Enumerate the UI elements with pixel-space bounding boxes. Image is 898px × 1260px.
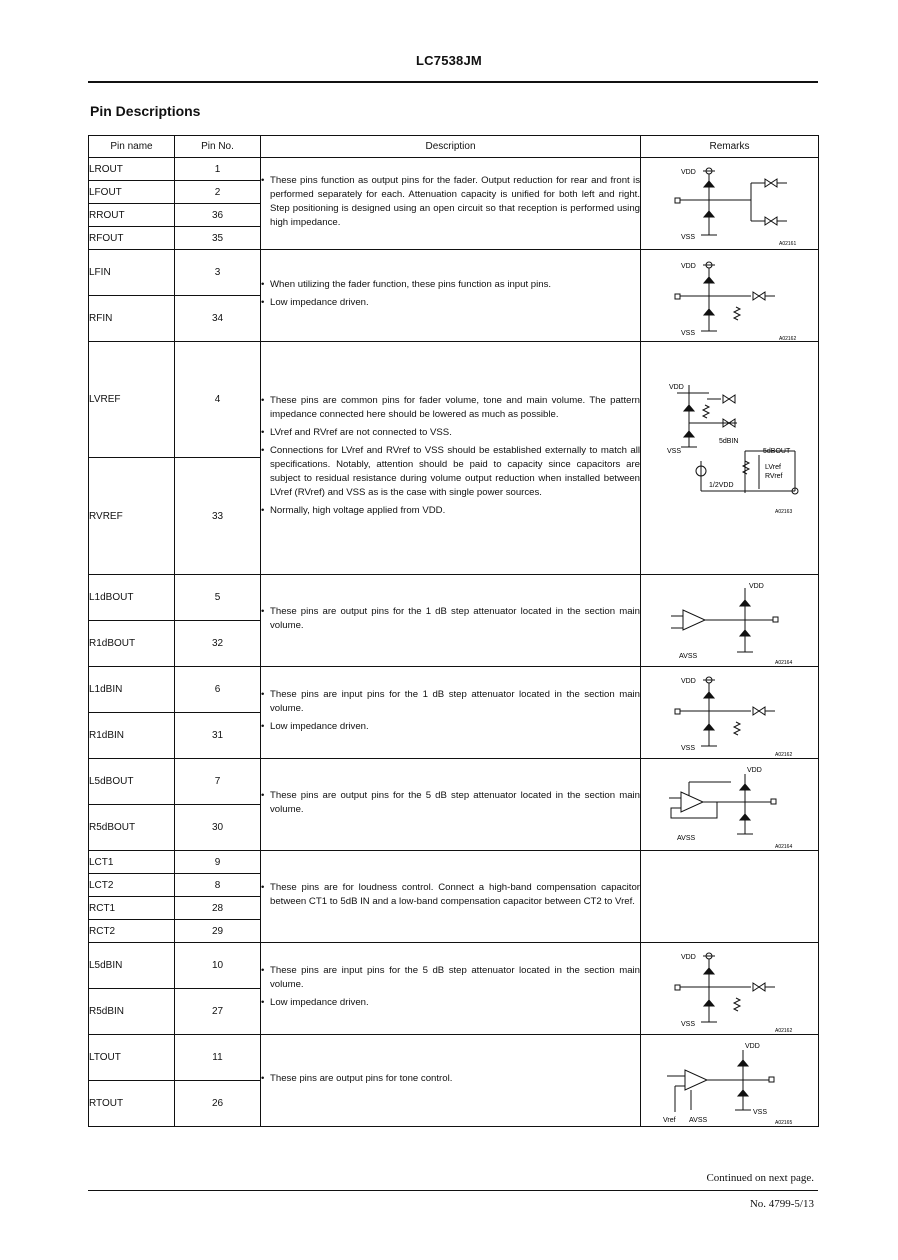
- table-header-row: [89, 136, 819, 158]
- pin-name: L5dBIN: [89, 943, 175, 989]
- pin-name: RCT1: [89, 897, 175, 920]
- equivalent-circuit-diagram: [641, 760, 817, 850]
- equivalent-circuit-diagram: [641, 159, 817, 249]
- pin-description: [261, 1035, 641, 1127]
- pin-number: 36: [175, 204, 261, 227]
- vss-label: VSS: [667, 448, 682, 455]
- pin-name: LTOUT: [89, 1035, 175, 1081]
- figure-id: A02163: [775, 509, 793, 515]
- remarks-cell: [641, 250, 819, 342]
- description-bullet: • LVref and RVref are not connected to VSS.: [261, 426, 640, 440]
- pin-name: LCT1: [89, 851, 175, 874]
- 5dbin-label: 5dBIN: [719, 438, 739, 445]
- pin-description: [261, 943, 641, 1035]
- pin-name: LCT2: [89, 874, 175, 897]
- remarks-cell: [641, 851, 819, 943]
- figure-id: A02164: [775, 843, 793, 850]
- pin-name: R5dBIN: [89, 989, 175, 1035]
- pin-number: 11: [175, 1035, 261, 1081]
- remarks-cell: [641, 342, 819, 575]
- vdd-label: VDD: [669, 384, 684, 391]
- pin-name: RCT2: [89, 920, 175, 943]
- vref-label: Vref: [663, 1116, 676, 1124]
- equivalent-circuit-diagram: [641, 668, 817, 758]
- equivalent-circuit-diagram: [641, 944, 817, 1034]
- description-bullet: • Low impedance driven.: [261, 720, 640, 734]
- description-bullet: • Connections for LVref and RVref to VSS should be established externally to match all specifications. Notably, attention should be paid to capacity since capacitors are subject to residual resistance during volume output reduction when installed between LVref (RVref) and VSS as is the case with single power sources.: [261, 444, 640, 500]
- pin-description: [261, 851, 641, 943]
- table-row: [89, 575, 819, 621]
- description-bullet: • These pins are common pins for fader volume, tone and main volume. The pattern impedance connected here should be lowered as much as possible.: [261, 394, 640, 422]
- section-title: Pin Descriptions: [90, 103, 201, 119]
- pin-number: 9: [175, 851, 261, 874]
- pin-number: 34: [175, 296, 261, 342]
- pin-name: RFIN: [89, 296, 175, 342]
- table-row: [89, 250, 819, 296]
- remarks-cell: [641, 158, 819, 250]
- pin-number: 26: [175, 1081, 261, 1127]
- pin-description: [261, 250, 641, 342]
- pin-description: [261, 158, 641, 250]
- figure-id: A02165: [775, 1119, 793, 1126]
- figure-id: A02161: [779, 240, 797, 247]
- footer-rule: [88, 1190, 818, 1191]
- vdd-label: VDD: [749, 582, 764, 590]
- description-bullet: • When utilizing the fader function, these pins function as input pins.: [261, 278, 640, 292]
- description-bullet: • These pins are output pins for the 1 dB step attenuator located in the section main volume.: [261, 605, 640, 633]
- pin-name: R1dBIN: [89, 713, 175, 759]
- remarks-cell: [641, 759, 819, 851]
- remarks-cell: [641, 1035, 819, 1127]
- pin-number: 30: [175, 805, 261, 851]
- col-header-description: Description: [261, 136, 641, 158]
- table-row: [89, 943, 819, 989]
- pin-name: LVREF: [89, 342, 175, 458]
- figure-id: A02162: [779, 335, 797, 341]
- table-row: [89, 759, 819, 805]
- pin-number: 10: [175, 943, 261, 989]
- pin-description: [261, 759, 641, 851]
- table-row: [89, 1035, 819, 1081]
- pin-name: RROUT: [89, 204, 175, 227]
- col-header-pin-name: Pin name: [89, 136, 175, 158]
- pin-number: 6: [175, 667, 261, 713]
- figure-id: A02162: [775, 1027, 793, 1034]
- pin-name: L1dBOUT: [89, 575, 175, 621]
- description-bullet: • Low impedance driven.: [261, 296, 640, 310]
- half-vdd-label: 1/2VDD: [709, 482, 734, 489]
- pin-number: 1: [175, 158, 261, 181]
- pin-description: [261, 575, 641, 667]
- vss-label: VSS: [681, 329, 696, 337]
- remarks-cell: [641, 667, 819, 759]
- pin-number: 27: [175, 989, 261, 1035]
- remarks-cell: [641, 575, 819, 667]
- avss-label: AVSS: [677, 834, 696, 842]
- vss-label: VSS: [681, 233, 696, 241]
- description-bullet: • Low impedance driven.: [261, 996, 640, 1010]
- equivalent-circuit-diagram: [641, 343, 817, 573]
- pin-name: LROUT: [89, 158, 175, 181]
- description-bullet: • These pins are for loudness control. Connect a high-band compensation capacitor between CT1 to 5dB IN and a low-band compensation capacitor between CT2 to Vref.: [261, 881, 640, 909]
- vss-label: VSS: [753, 1108, 768, 1116]
- pin-number: 7: [175, 759, 261, 805]
- col-header-pin-no: Pin No.: [175, 136, 261, 158]
- vdd-label: VDD: [681, 262, 696, 270]
- avss-label: AVSS: [679, 652, 698, 660]
- pin-number: 2: [175, 181, 261, 204]
- pin-name: L1dBIN: [89, 667, 175, 713]
- continued-note: Continued on next page.: [706, 1172, 814, 1184]
- description-bullet: • These pins are input pins for the 1 dB step attenuator located in the section main volume.: [261, 688, 640, 716]
- description-bullet: • These pins are output pins for tone control.: [261, 1072, 640, 1086]
- pin-name: RTOUT: [89, 1081, 175, 1127]
- pin-number: 32: [175, 621, 261, 667]
- pin-name: LFIN: [89, 250, 175, 296]
- lvref-label: LVref: [765, 464, 781, 471]
- description-bullet: • These pins function as output pins for the fader. Output reduction for rear and front is performed separately for each. Attenuation capacity is unified for both left and right. Step positioning is designed using an open circuit so that reception is performed using high impedance.: [261, 174, 640, 230]
- table-row: [89, 342, 819, 458]
- vdd-label: VDD: [747, 766, 762, 774]
- avss-label: AVSS: [689, 1116, 708, 1124]
- remarks-cell: [641, 943, 819, 1035]
- table-row: [89, 667, 819, 713]
- pin-name: LFOUT: [89, 181, 175, 204]
- vdd-label: VDD: [681, 168, 696, 176]
- pin-number: 8: [175, 874, 261, 897]
- vdd-label: VDD: [681, 953, 696, 961]
- pin-number: 31: [175, 713, 261, 759]
- pin-name: RVREF: [89, 458, 175, 575]
- pin-name: RFOUT: [89, 227, 175, 250]
- pin-number: 35: [175, 227, 261, 250]
- pin-description: [261, 667, 641, 759]
- description-bullet: • These pins are output pins for the 5 dB step attenuator located in the section main volume.: [261, 789, 640, 817]
- pin-number: 33: [175, 458, 261, 575]
- equivalent-circuit-diagram: [641, 1036, 817, 1126]
- pin-name: R1dBOUT: [89, 621, 175, 667]
- 5dbout-label: 5dBOUT: [763, 448, 791, 455]
- table-row: [89, 851, 819, 874]
- document-title: LC7538JM: [416, 53, 482, 68]
- table-row: [89, 158, 819, 181]
- pin-description-table: [88, 135, 819, 1127]
- figure-id: A02164: [775, 659, 793, 666]
- pin-number: 3: [175, 250, 261, 296]
- description-bullet: • These pins are input pins for the 5 dB step attenuator located in the section main volume.: [261, 964, 640, 992]
- vdd-label: VDD: [745, 1042, 760, 1050]
- pin-number: 28: [175, 897, 261, 920]
- pin-description: [261, 342, 641, 575]
- pin-number: 5: [175, 575, 261, 621]
- col-header-remarks: Remarks: [641, 136, 819, 158]
- vss-label: VSS: [681, 1020, 696, 1028]
- header-rule: [88, 81, 818, 83]
- pin-name: L5dBOUT: [89, 759, 175, 805]
- pin-name: R5dBOUT: [89, 805, 175, 851]
- rvref-label: RVref: [765, 473, 783, 480]
- document-number: No. 4799-5/13: [749, 1198, 814, 1210]
- equivalent-circuit-diagram: [641, 576, 817, 666]
- pin-number: 29: [175, 920, 261, 943]
- pin-number: 4: [175, 342, 261, 458]
- figure-id: A02162: [775, 751, 793, 758]
- vss-label: VSS: [681, 744, 696, 752]
- description-bullet: • Normally, high voltage applied from VDD.: [261, 504, 640, 518]
- vdd-label: VDD: [681, 677, 696, 685]
- equivalent-circuit-diagram: [641, 251, 817, 341]
